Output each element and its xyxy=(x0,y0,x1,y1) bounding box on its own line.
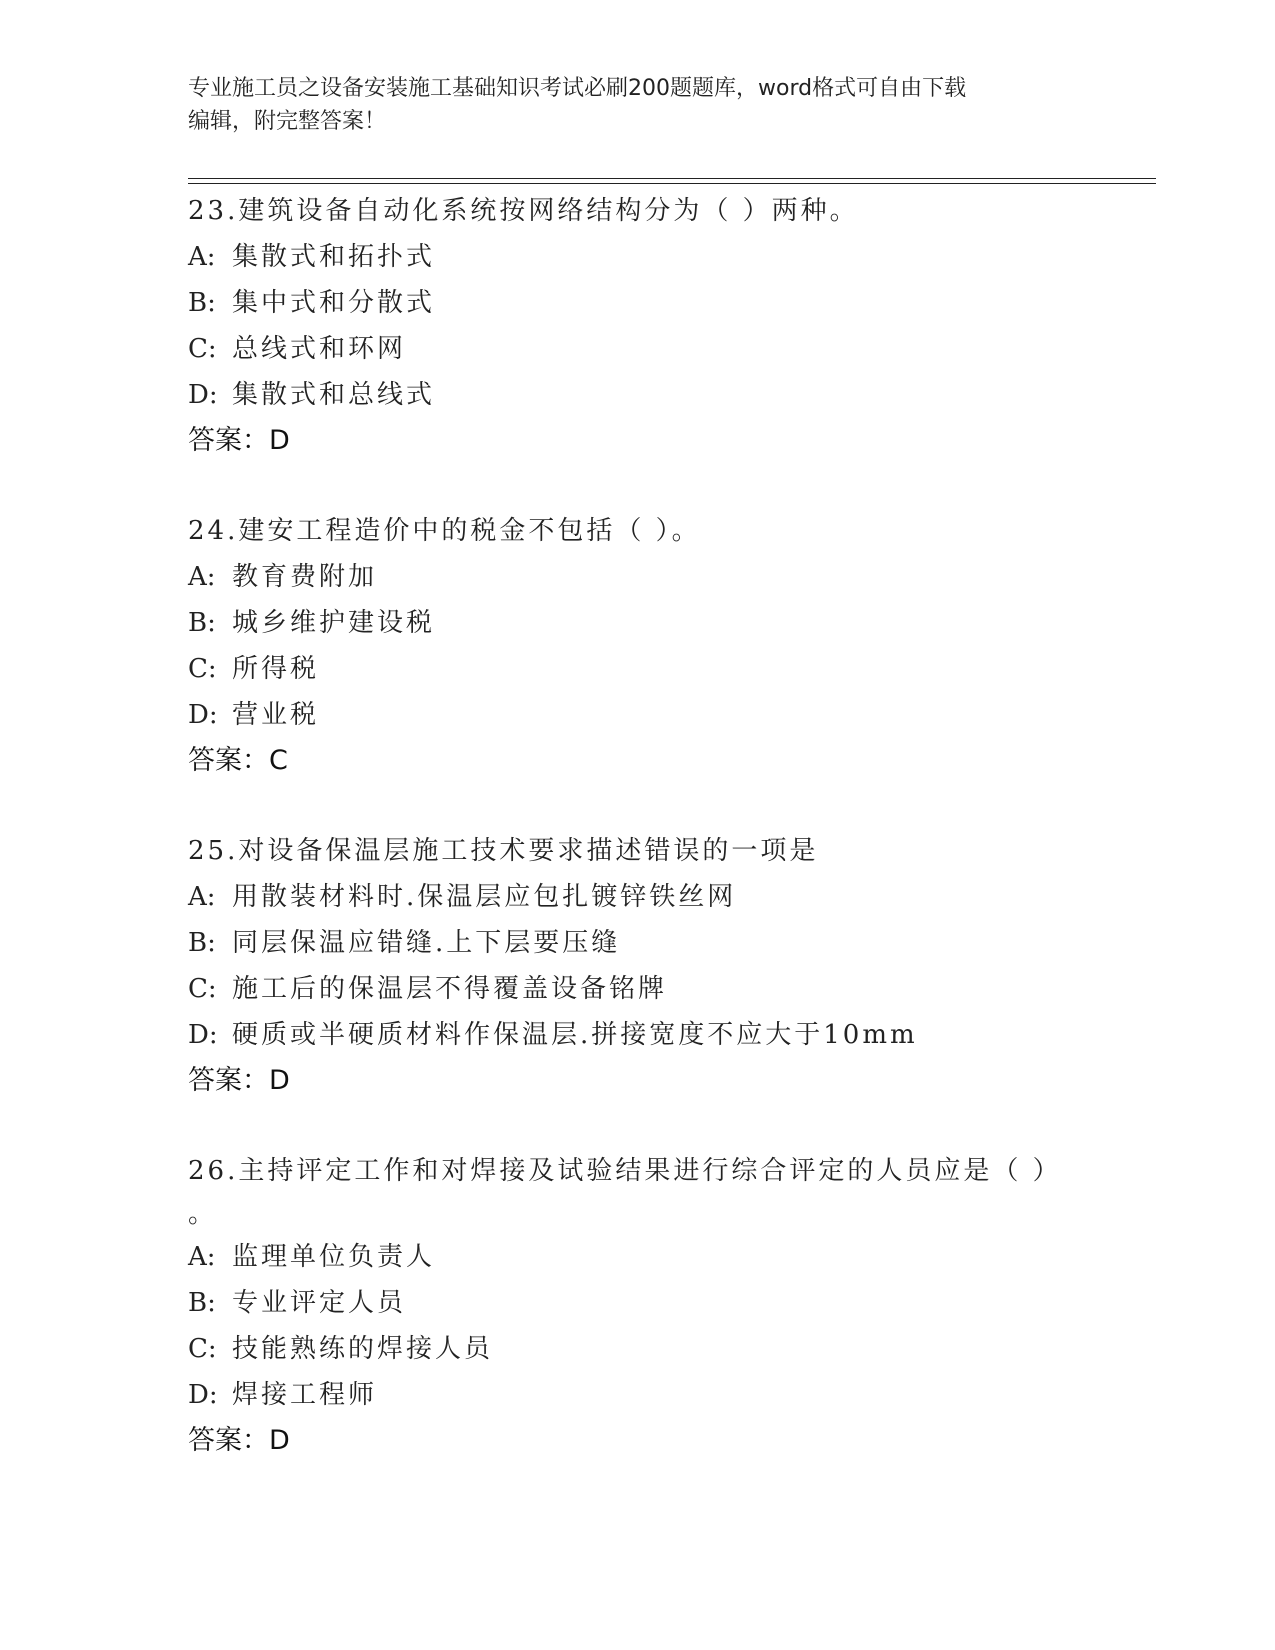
option-text: 集散式和拓扑式 xyxy=(232,242,436,272)
option-letter: B: xyxy=(188,928,216,958)
option-d xyxy=(188,692,1088,738)
option-a xyxy=(188,1234,1088,1280)
answer: 答案：D xyxy=(188,1065,290,1096)
option-letter: C: xyxy=(188,1334,217,1364)
option-text: 所得税 xyxy=(232,654,320,684)
option-a xyxy=(188,554,1088,600)
option-letter: A: xyxy=(188,242,216,272)
option-letter: B: xyxy=(188,288,216,318)
option-letter: C: xyxy=(188,334,217,364)
question-stem: 25.对设备保温层施工技术要求描述错误的一项是 xyxy=(188,836,819,866)
option-text: 集中式和分散式 xyxy=(232,288,436,318)
option-letter: A: xyxy=(188,1242,216,1272)
option-text: 硬质或半硬质材料作保温层.拼接宽度不应大于10mm xyxy=(232,1020,918,1050)
question-26 xyxy=(188,1148,1088,1464)
option-text: 监理单位负责人 xyxy=(232,1242,436,1272)
header-divider-bottom xyxy=(188,183,1156,184)
option-text: 城乡维护建设税 xyxy=(232,608,436,638)
option-c xyxy=(188,966,1088,1012)
option-letter: D: xyxy=(188,380,218,410)
option-b xyxy=(188,1280,1088,1326)
option-text: 同层保温应错缝.上下层要压缝 xyxy=(232,928,621,958)
document-header xyxy=(188,72,1068,138)
option-d xyxy=(188,1372,1088,1418)
option-letter: D: xyxy=(188,1020,218,1050)
option-a xyxy=(188,234,1088,280)
option-b xyxy=(188,600,1088,646)
option-text: 教育费附加 xyxy=(232,562,378,592)
answer: 答案：C xyxy=(188,745,288,776)
option-b xyxy=(188,280,1088,326)
option-letter: B: xyxy=(188,1288,216,1318)
option-letter: B: xyxy=(188,608,216,638)
question-24 xyxy=(188,508,1088,784)
answer: 答案：D xyxy=(188,1425,290,1456)
question-23 xyxy=(188,188,1088,464)
option-text: 焊接工程师 xyxy=(232,1380,378,1410)
option-letter: C: xyxy=(188,974,217,1004)
option-d xyxy=(188,1012,1088,1058)
header-divider-top xyxy=(188,178,1156,179)
header-line-2: 编辑，附完整答案！ xyxy=(188,109,387,134)
option-text: 营业税 xyxy=(232,700,320,730)
option-letter: C: xyxy=(188,654,217,684)
option-letter: D: xyxy=(188,700,218,730)
question-stem: 23.建筑设备自动化系统按网络结构分为（ ）两种。 xyxy=(188,196,859,226)
option-text: 专业评定人员 xyxy=(232,1288,407,1318)
option-d xyxy=(188,372,1088,418)
option-text: 施工后的保温层不得覆盖设备铭牌 xyxy=(232,974,668,1004)
question-stem: 24.建安工程造价中的税金不包括（ ）。 xyxy=(188,516,701,546)
option-b xyxy=(188,920,1088,966)
option-letter: D: xyxy=(188,1380,218,1410)
question-stem-continuation: 。 xyxy=(188,1199,215,1229)
option-a xyxy=(188,874,1088,920)
question-25 xyxy=(188,828,1088,1104)
header-line-1: 专业施工员之设备安装施工基础知识考试必刷200题题库，word格式可自由下载 xyxy=(188,76,967,101)
option-c xyxy=(188,1326,1088,1372)
option-c xyxy=(188,646,1088,692)
option-text: 总线式和环网 xyxy=(232,334,407,364)
option-c xyxy=(188,326,1088,372)
option-text: 用散装材料时.保温层应包扎镀锌铁丝网 xyxy=(232,882,737,912)
question-stem: 26.主持评定工作和对焊接及试验结果进行综合评定的人员应是（ ） xyxy=(188,1156,1062,1186)
option-text: 技能熟练的焊接人员 xyxy=(232,1334,494,1364)
option-letter: A: xyxy=(188,882,216,912)
option-text: 集散式和总线式 xyxy=(232,380,436,410)
answer: 答案：D xyxy=(188,425,290,456)
option-letter: A: xyxy=(188,562,216,592)
